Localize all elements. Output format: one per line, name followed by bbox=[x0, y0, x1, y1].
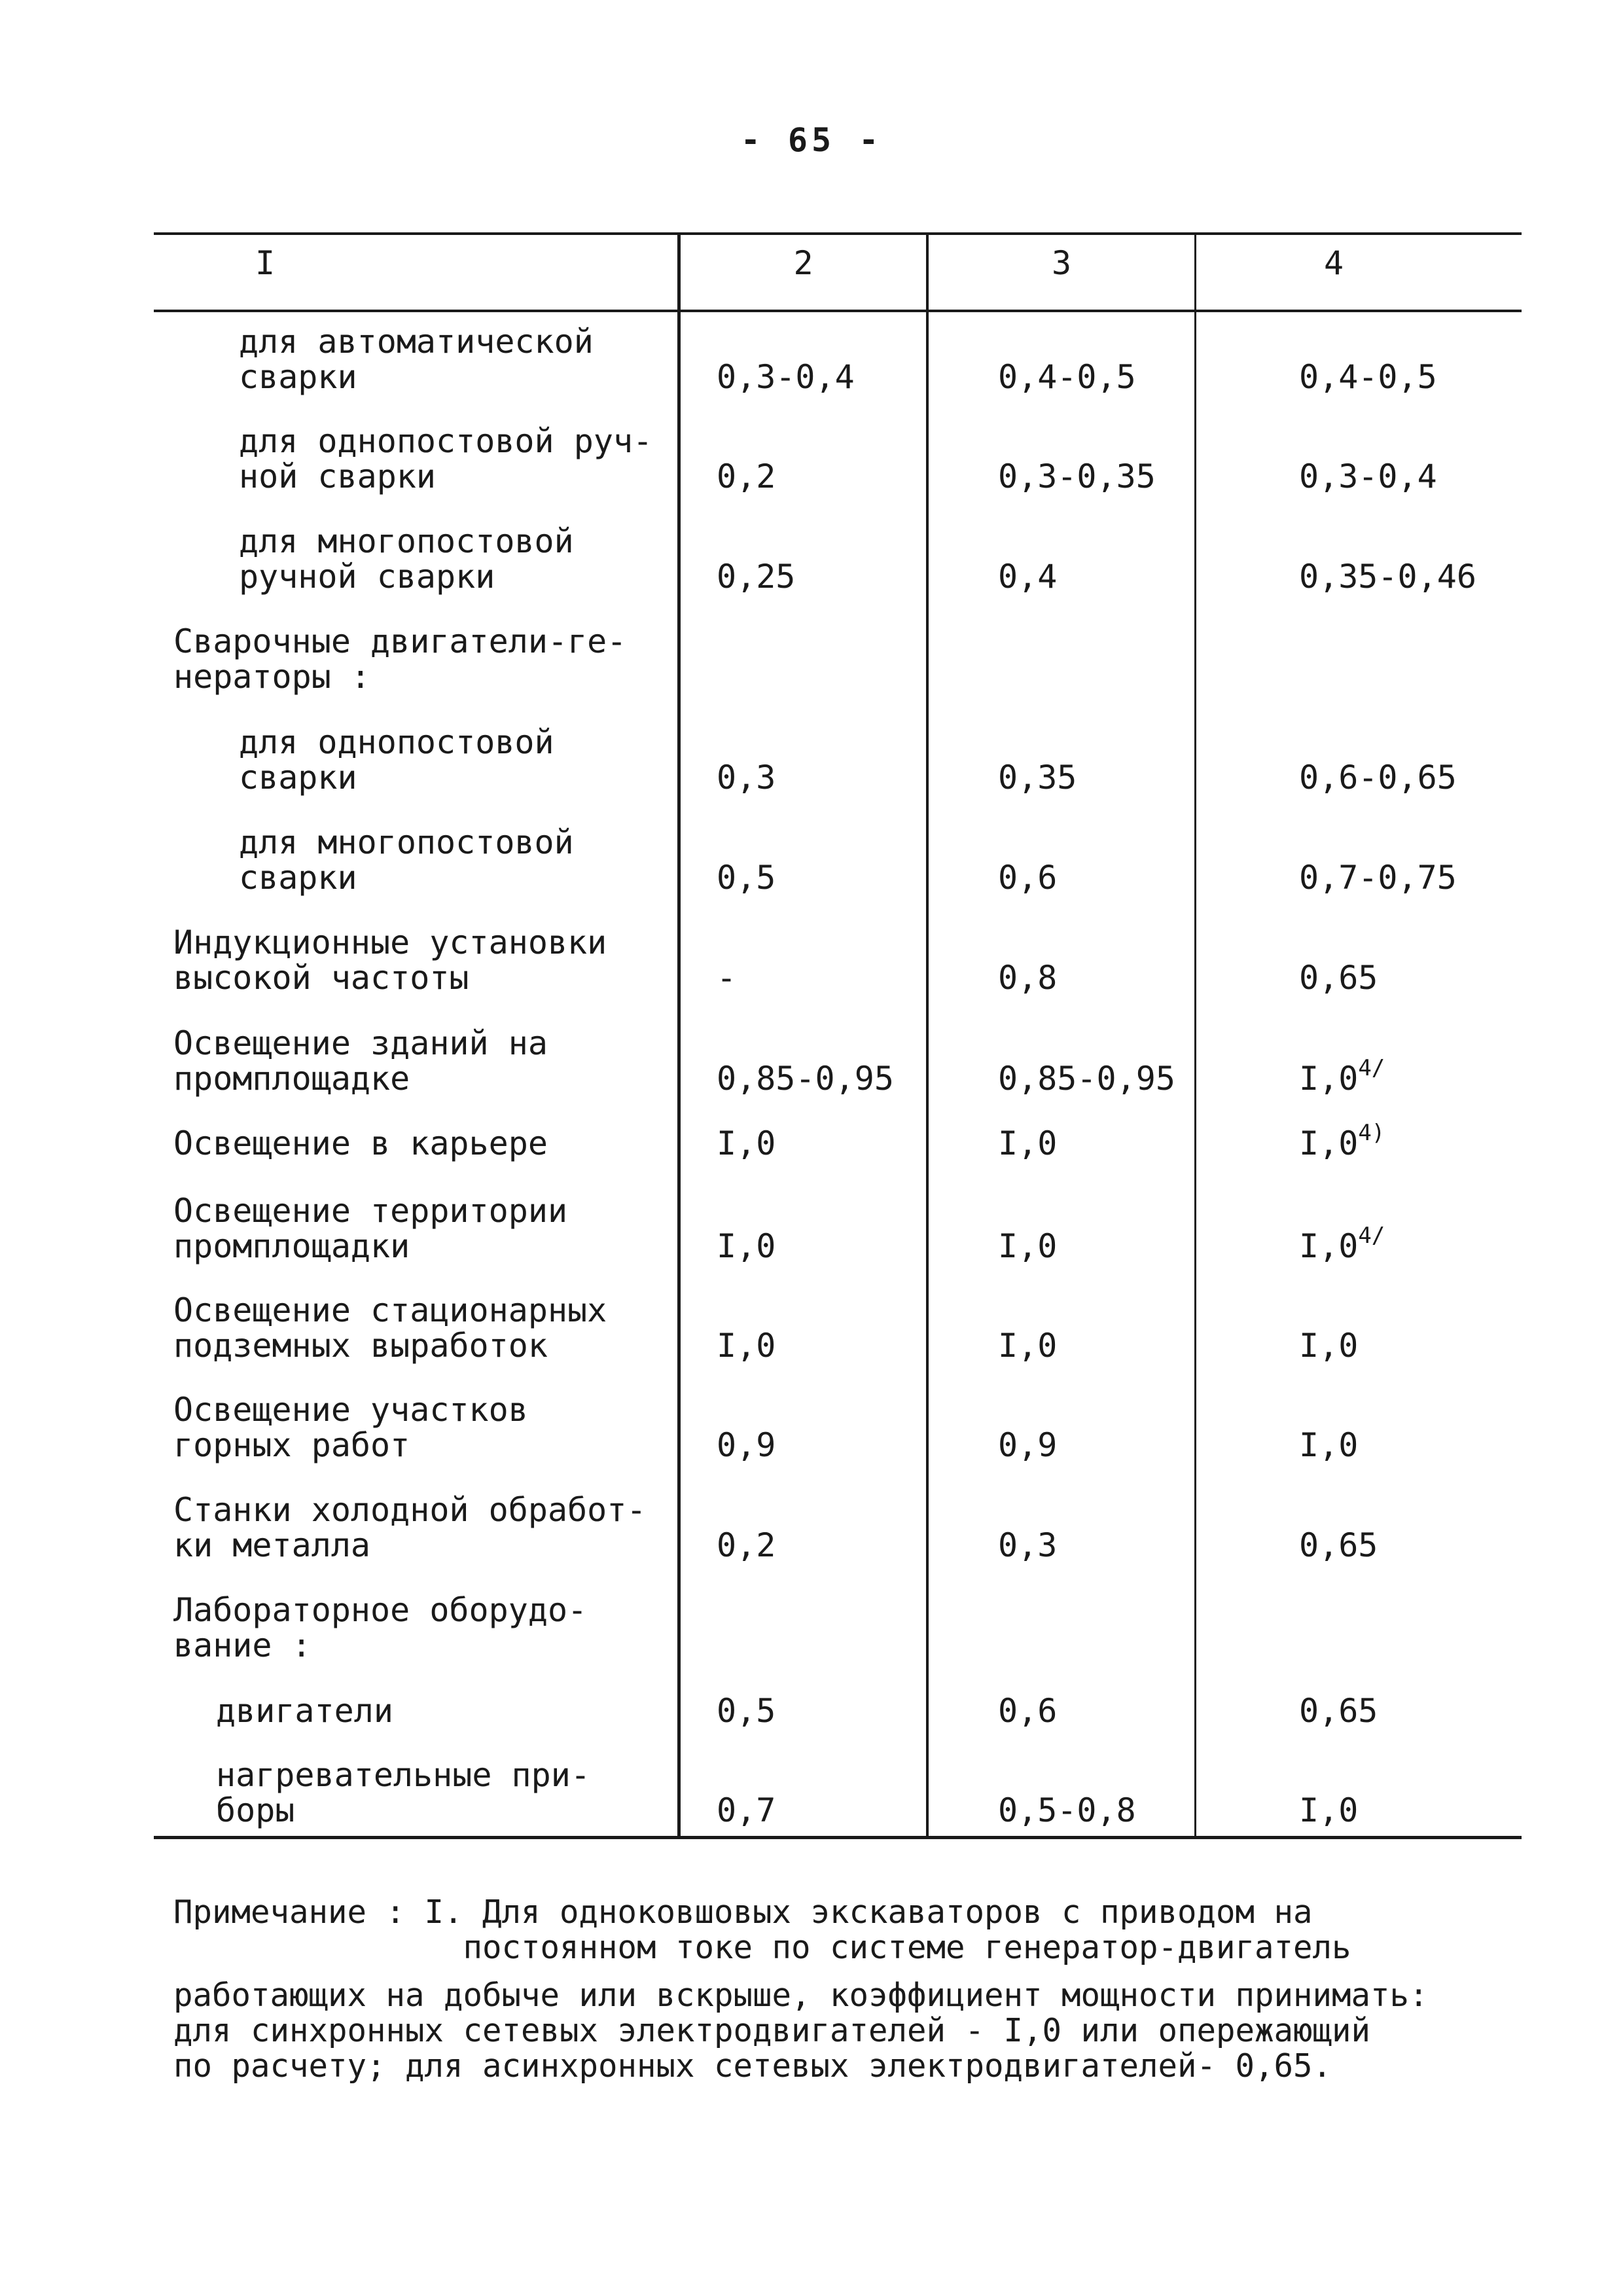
note-line-2: постоянном токе по системе генератор-двигатель bbox=[173, 1929, 1351, 1966]
footnote-marker: 4/ bbox=[1358, 1223, 1385, 1249]
column-divider-1 bbox=[677, 232, 681, 1839]
cell-c4: I,0 bbox=[1299, 1327, 1359, 1365]
row-label: для однопостовой руч- ной сварки bbox=[239, 422, 653, 495]
row-label: Освещение зданий на промплощадке bbox=[173, 1024, 548, 1098]
cell-c2: 0,2 bbox=[717, 457, 776, 495]
row-label: для многопостовой ручной сварки bbox=[239, 522, 574, 596]
cell-c3: 0,5-0,8 bbox=[998, 1791, 1136, 1829]
row-label: Освещение стационарных подземных выработок bbox=[173, 1291, 607, 1365]
cell-c2: 0,85-0,95 bbox=[717, 1060, 894, 1098]
cell-c2: 0,2 bbox=[717, 1526, 776, 1564]
cell-c3: 0,3 bbox=[998, 1526, 1058, 1564]
cell-c4: I,0 bbox=[1299, 1426, 1359, 1464]
footnote-marker: 4/ bbox=[1358, 1055, 1385, 1081]
cell-c4: 0,65 bbox=[1299, 1526, 1378, 1564]
row-label: Индукционные установки высокой частоты bbox=[173, 924, 607, 997]
cell-c4: I,0 bbox=[1299, 1791, 1359, 1829]
cell-c3: I,0 bbox=[998, 1227, 1058, 1265]
header-bottom-rule bbox=[154, 310, 1522, 312]
table-top-rule bbox=[154, 232, 1522, 235]
row-label: Освещение территории промплощадки bbox=[173, 1192, 568, 1265]
cell-c4: 0,35-0,46 bbox=[1299, 558, 1476, 596]
cell-c2: 0,5 bbox=[717, 859, 776, 897]
note-line-3: работающих на добыче или вскрыше, коэффициент мощности принимать: bbox=[173, 1977, 1429, 2014]
cell-c3: I,0 bbox=[998, 1327, 1058, 1365]
cell-c2: I,0 bbox=[717, 1327, 776, 1365]
cell-c4: 0,3-0,4 bbox=[1299, 457, 1437, 495]
cell-c3: 0,3-0,35 bbox=[998, 457, 1156, 495]
row-label: Освещение участков горных работ bbox=[173, 1391, 528, 1464]
column-divider-2 bbox=[926, 232, 929, 1839]
cell-c2: 0,9 bbox=[717, 1426, 776, 1464]
note-line-4: для синхронных сетевых электродвигателей - I,0 или опережающий bbox=[173, 2012, 1371, 2049]
header-col-4: 4 bbox=[1323, 244, 1344, 282]
cell-c3: 0,8 bbox=[998, 959, 1058, 997]
header-col-1: I bbox=[255, 244, 276, 282]
cell-c2: 0,7 bbox=[717, 1791, 776, 1829]
row-label: Лабораторное оборудо- вание : bbox=[173, 1591, 588, 1664]
cell-c4: $I,0^{4/}$ bbox=[1299, 1223, 1385, 1265]
cell-c3: 0,6 bbox=[998, 1692, 1058, 1730]
row-label: для однопостовой сварки bbox=[239, 723, 554, 797]
column-divider-3 bbox=[1194, 232, 1196, 1839]
note-line-5: по расчету; для асинхронных сетевых электродвигателей- 0,65. bbox=[173, 2047, 1332, 2085]
row-label: двигатели bbox=[216, 1692, 393, 1730]
cell-c3: 0,9 bbox=[998, 1426, 1058, 1464]
data-table bbox=[154, 232, 1522, 1846]
cell-c3: 0,4 bbox=[998, 558, 1058, 596]
cell-c2: 0,3 bbox=[717, 759, 776, 797]
cell-c3: I,0 bbox=[998, 1124, 1058, 1162]
cell-c3: 0,35 bbox=[998, 759, 1077, 797]
cell-c2: - bbox=[717, 959, 737, 997]
cell-c2: 0,3-0,4 bbox=[717, 358, 855, 396]
cell-c3: 0,85-0,95 bbox=[998, 1060, 1175, 1098]
cell-c4: I,0$^{4)}$ bbox=[1299, 1120, 1385, 1162]
row-label: Сварочные двигатели-ге- нераторы : bbox=[173, 622, 627, 696]
cell-c4: 0,65 bbox=[1299, 1692, 1378, 1730]
cell-c2: 0,5 bbox=[717, 1692, 776, 1730]
row-label: Освещение в карьере bbox=[173, 1124, 548, 1162]
cell-c4: 0,65 bbox=[1299, 959, 1378, 997]
page-number: - 65 - bbox=[740, 121, 883, 159]
cell-c4: $I,0^{4/}$ bbox=[1299, 1055, 1385, 1098]
header-col-3: 3 bbox=[1051, 244, 1072, 282]
cell-c3: 0,6 bbox=[998, 859, 1058, 897]
table-bottom-rule bbox=[154, 1836, 1522, 1839]
cell-c4: 0,7-0,75 bbox=[1299, 859, 1457, 897]
row-label: Станки холодной обработ- ки металла bbox=[173, 1491, 647, 1564]
cell-c4: 0,4-0,5 bbox=[1299, 358, 1437, 396]
note-line-1: Примечание : I. Для одноковшовых экскаваторов с приводом на bbox=[173, 1893, 1313, 1931]
row-label: нагревательные при- боры bbox=[216, 1756, 590, 1829]
cell-c3: 0,4-0,5 bbox=[998, 358, 1136, 396]
cell-c2: I,0 bbox=[717, 1124, 776, 1162]
footnote-marker: 4) bbox=[1358, 1120, 1385, 1146]
row-label: для многопостовой сварки bbox=[239, 823, 574, 897]
cell-c4: 0,6-0,65 bbox=[1299, 759, 1457, 797]
cell-c2: 0,25 bbox=[717, 558, 796, 596]
header-col-2: 2 bbox=[793, 244, 813, 282]
cell-c2: I,0 bbox=[717, 1227, 776, 1265]
row-label: для автоматической сварки bbox=[239, 323, 594, 396]
